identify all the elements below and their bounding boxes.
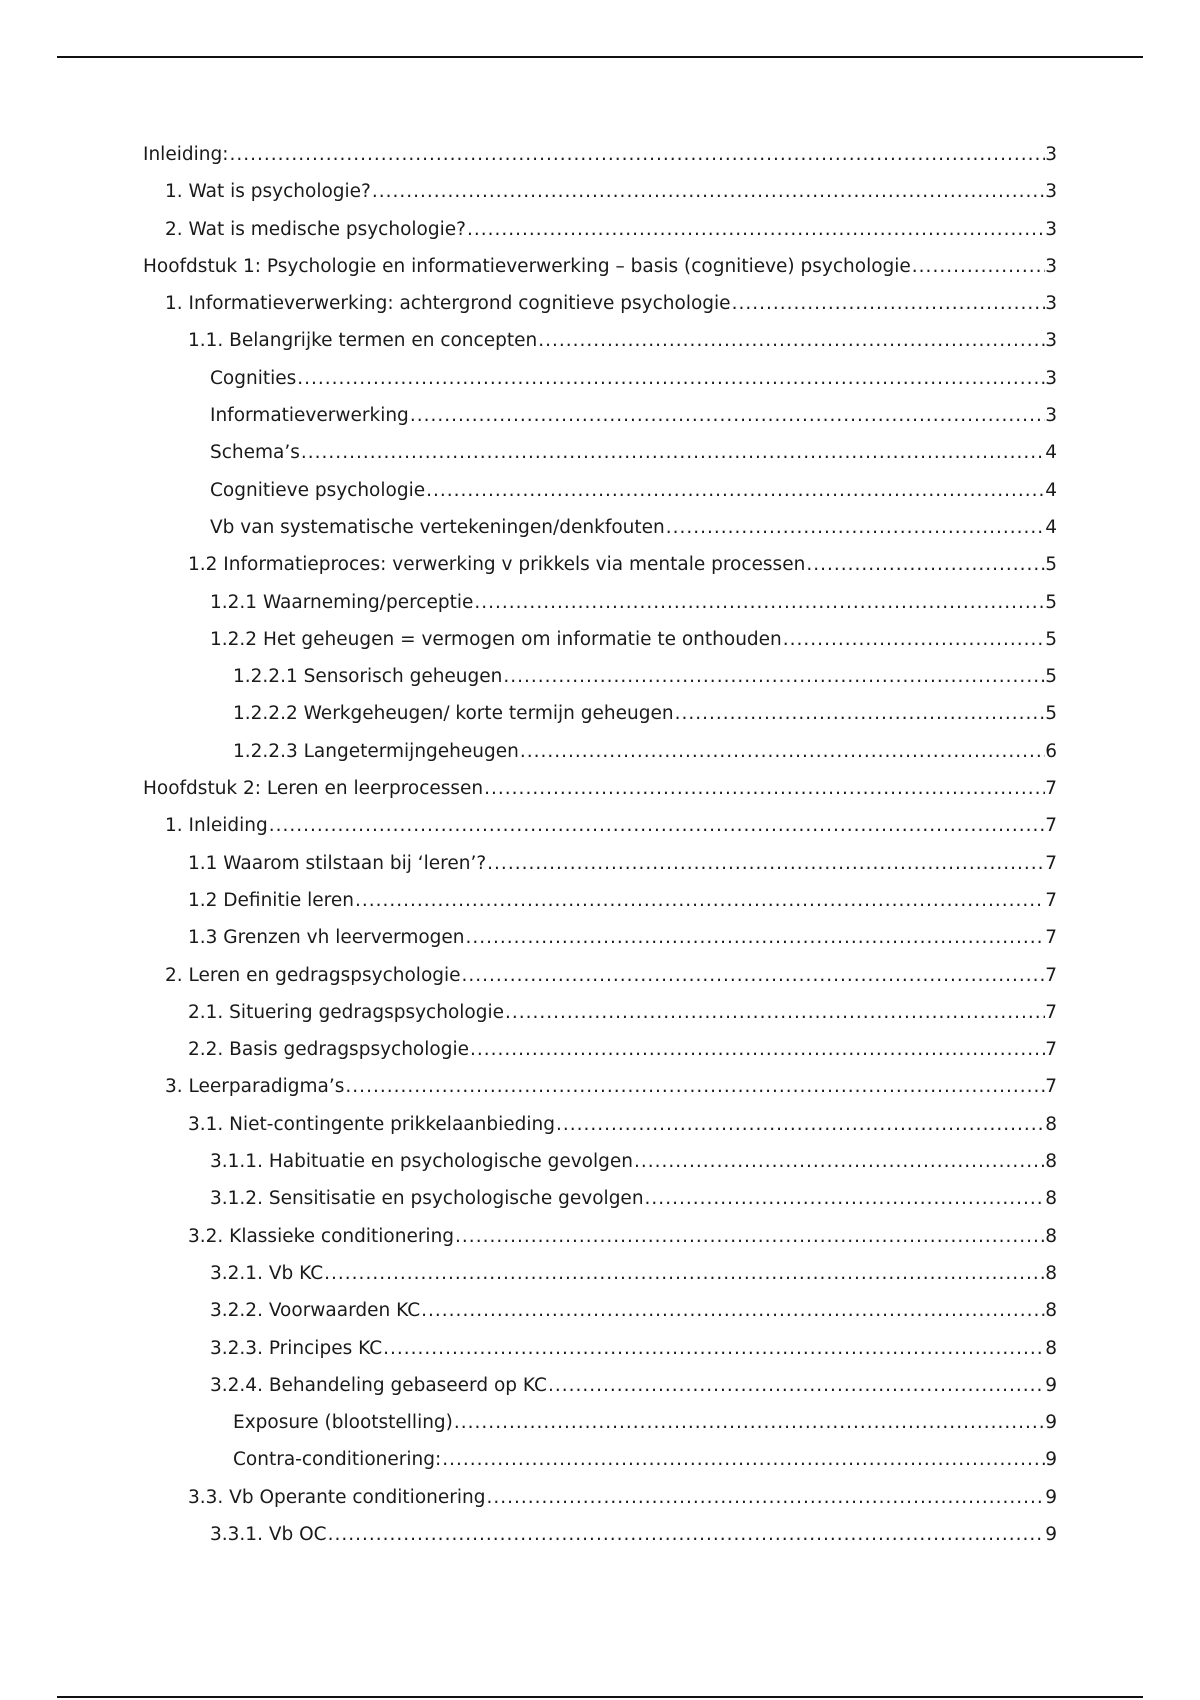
toc-entry-page-number: 9 [1045,1374,1057,1396]
toc-entry-page-number: 9 [1045,1486,1057,1508]
toc-entry-page-number: 7 [1045,852,1057,874]
toc-entry[interactable] [143,173,1057,210]
dot-leader [324,1255,1045,1292]
toc-entry-page-number: 3 [1045,405,1057,427]
toc-entry-title: 3.1.1. Habituatie en psychologische gevolgen [210,1151,633,1173]
dot-leader [328,1516,1045,1553]
toc-entry-title: 3.2. Klassieke conditionering [188,1225,455,1247]
dot-leader [645,1180,1045,1217]
dot-leader [454,1404,1045,1441]
dot-leader [548,1367,1045,1404]
toc-entry[interactable] [143,695,1057,732]
dot-leader [474,584,1045,621]
dot-leader [783,621,1045,658]
dot-leader [556,1106,1045,1143]
toc-entry-title: Cognities [210,367,297,389]
dot-leader [732,285,1045,322]
toc-entry-page-number: 5 [1045,628,1057,650]
toc-entry-title: 1. Wat is psychologie? [165,181,371,203]
toc-entry-page-number: 3 [1045,181,1057,203]
toc-entry-page-number: 9 [1045,1523,1057,1545]
toc-entry-title: 1.2.2.1 Sensorisch geheugen [233,666,503,688]
toc-entry[interactable] [143,1218,1057,1255]
dot-leader [675,695,1045,732]
toc-entry-title: Hoofdstuk 1: Psychologie en informatieverwerking – basis (cognitieve) psychologie [143,255,911,277]
toc-entry-title: 3.2.2. Voorwaarden KC [210,1300,421,1322]
dot-leader [470,1031,1045,1068]
toc-entry-title: Contra-conditionering: [233,1449,442,1471]
toc-entry-page-number: 7 [1045,964,1057,986]
toc-entry-page-number: 7 [1045,815,1057,837]
toc-entry-page-number: 7 [1045,889,1057,911]
toc-entry-page-number: 5 [1045,591,1057,613]
toc-entry[interactable] [143,248,1057,285]
toc-entry-title: Exposure (blootstelling) [233,1412,453,1434]
toc-entry[interactable] [143,546,1057,583]
toc-entry-page-number: 4 [1045,442,1057,464]
toc-entry-page-number: 7 [1045,1076,1057,1098]
toc-entry-page-number: 8 [1045,1300,1057,1322]
toc-entry[interactable] [143,845,1057,882]
toc-entry-title: 1.2 Definitie leren [188,889,354,911]
toc-entry-title: 1.1. Belangrijke termen en concepten [188,330,538,352]
dot-leader [666,509,1045,546]
toc-entry-title: 1. Informatieverwerking: achtergrond cognitieve psychologie [165,293,731,315]
dot-leader [455,1218,1045,1255]
dot-leader [503,658,1045,695]
toc-entry-title: 1.2 Informatieproces: verwerking v prikkels via mentale processen [188,554,806,576]
toc-entry[interactable] [143,1367,1057,1404]
dot-leader [297,360,1045,397]
toc-entry[interactable] [143,1106,1057,1143]
toc-entry-title: 3. Leerparadigma’s [165,1076,345,1098]
toc-entry[interactable] [143,1330,1057,1367]
toc-entry-title: 3.1.2. Sensitisatie en psychologische gevolgen [210,1188,644,1210]
toc-entry-page-number: 7 [1045,927,1057,949]
dot-leader [229,136,1045,173]
toc-entry[interactable] [143,285,1057,322]
dot-leader [442,1441,1045,1478]
toc-entry-page-number: 3 [1045,330,1057,352]
toc-entry[interactable] [143,770,1057,807]
toc-entry[interactable] [143,1180,1057,1217]
toc-entry-title: 1.2.2 Het geheugen = vermogen om informatie te onthouden [210,628,782,650]
dot-leader [467,211,1045,248]
toc-entry-title: 1. Inleiding [165,815,268,837]
toc-entry-page-number: 3 [1045,218,1057,240]
toc-entry-page-number: 8 [1045,1262,1057,1284]
toc-entry[interactable] [143,397,1057,434]
toc-entry-title: 3.3.1. Vb OC [210,1523,327,1545]
dot-leader [355,882,1045,919]
toc-entry[interactable] [143,1031,1057,1068]
dot-leader [538,322,1045,359]
dot-leader [520,733,1045,770]
toc-entry[interactable] [143,136,1057,173]
toc-entry[interactable] [143,733,1057,770]
toc-entry[interactable] [143,807,1057,844]
toc-entry[interactable] [143,1441,1057,1478]
dot-leader [372,173,1045,210]
table-of-contents [143,136,1057,1553]
toc-entry-title: Inleiding: [143,144,229,165]
dot-leader [462,957,1045,994]
toc-entry-title: 3.2.4. Behandeling gebaseerd op KC [210,1374,547,1396]
toc-entry[interactable] [143,1143,1057,1180]
dot-leader [634,1143,1045,1180]
header-rule [57,56,1143,58]
toc-entry-page-number: 5 [1045,666,1057,688]
toc-entry-title: Hoofdstuk 2: Leren en leerprocessen [143,778,484,800]
toc-entry-title: 3.2.1. Vb KC [210,1262,324,1284]
dot-leader [345,1068,1045,1105]
toc-entry-page-number: 7 [1045,1039,1057,1061]
dot-leader [487,845,1045,882]
toc-entry-page-number: 8 [1045,1225,1057,1247]
toc-entry[interactable] [143,1255,1057,1292]
toc-entry-page-number: 5 [1045,703,1057,725]
dot-leader [806,546,1045,583]
toc-entry-page-number: 9 [1045,1412,1057,1434]
toc-entry-page-number: 8 [1045,1337,1057,1359]
toc-entry-title: 2.2. Basis gedragspsychologie [188,1039,469,1061]
toc-entry-title: Vb van systematische vertekeningen/denkfouten [210,516,665,538]
toc-entry-page-number: 3 [1045,255,1057,277]
toc-entry-page-number: 3 [1045,293,1057,315]
toc-entry-title: Informatieverwerking [210,405,409,427]
toc-entry-title: 1.2.1 Waarneming/perceptie [210,591,474,613]
dot-leader [505,994,1045,1031]
toc-entry-page-number: 4 [1045,516,1057,538]
toc-entry[interactable] [143,621,1057,658]
toc-entry-title: Schema’s [210,442,300,464]
toc-entry[interactable] [143,584,1057,621]
toc-entry-title: 1.1 Waarom stilstaan bij ‘leren’? [188,852,487,874]
toc-entry-title: 1.2.2.2 Werkgeheugen/ korte termijn geheugen [233,703,674,725]
toc-entry-title: 1.3 Grenzen vh leervermogen [188,927,465,949]
toc-entry-page-number: 3 [1045,144,1057,165]
dot-leader [410,397,1045,434]
toc-entry-title: 1.2.2.3 Langetermijngeheugen [233,740,519,762]
toc-entry-page-number: 4 [1045,479,1057,501]
toc-entry[interactable] [143,211,1057,248]
toc-entry[interactable] [143,360,1057,397]
dot-leader [301,434,1045,471]
toc-entry[interactable] [143,919,1057,956]
toc-entry[interactable] [143,957,1057,994]
toc-entry-page-number: 6 [1045,740,1057,762]
dot-leader [426,472,1045,509]
toc-entry-page-number: 9 [1045,1449,1057,1471]
toc-entry-page-number: 8 [1045,1151,1057,1173]
toc-entry-title: 2.1. Situering gedragspsychologie [188,1001,504,1023]
toc-entry-page-number: 7 [1045,778,1057,800]
toc-entry[interactable] [143,434,1057,471]
toc-entry-title: 3.1. Niet-contingente prikkelaanbieding [188,1113,555,1135]
toc-entry-title: Cognitieve psychologie [210,479,426,501]
dot-leader [484,770,1045,807]
toc-entry-page-number: 8 [1045,1113,1057,1135]
toc-entry[interactable] [143,1068,1057,1105]
toc-entry-title: 3.2.3. Principes KC [210,1337,383,1359]
toc-entry-page-number: 7 [1045,1001,1057,1023]
toc-entry[interactable] [143,1479,1057,1516]
toc-entry[interactable] [143,658,1057,695]
toc-entry[interactable] [143,322,1057,359]
footer-rule [57,1696,1143,1698]
toc-entry-page-number: 8 [1045,1188,1057,1210]
toc-entry-title: 2. Leren en gedragspsychologie [165,964,461,986]
toc-entry[interactable] [143,1516,1057,1553]
toc-entry[interactable] [143,994,1057,1031]
dot-leader [486,1479,1045,1516]
toc-entry[interactable] [143,472,1057,509]
toc-entry[interactable] [143,882,1057,919]
toc-entry[interactable] [143,1292,1057,1329]
dot-leader [269,807,1045,844]
toc-entry[interactable] [143,1404,1057,1441]
toc-entry[interactable] [143,509,1057,546]
toc-entry-title: 2. Wat is medische psychologie? [165,218,466,240]
dot-leader [912,248,1045,285]
dot-leader [421,1292,1045,1329]
toc-entry-page-number: 5 [1045,554,1057,576]
dot-leader [383,1330,1045,1367]
dot-leader [466,919,1045,956]
toc-entry-title: 3.3. Vb Operante conditionering [188,1486,486,1508]
toc-entry-page-number: 3 [1045,367,1057,389]
